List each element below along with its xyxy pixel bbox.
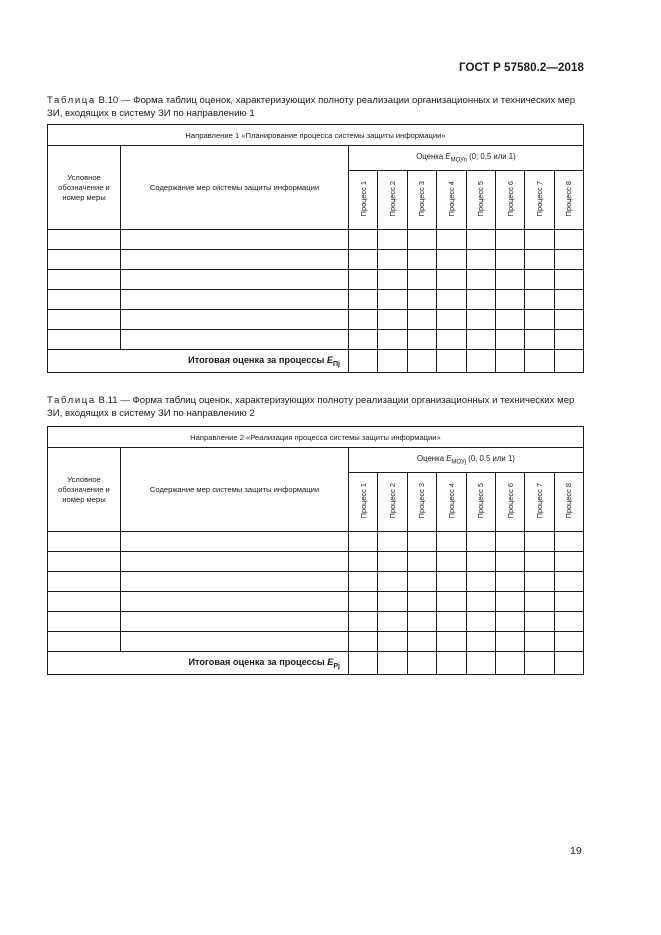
table-row bbox=[48, 552, 584, 572]
table-row bbox=[48, 230, 584, 250]
caption-prefix: Таблица bbox=[47, 395, 96, 406]
page-number: 19 bbox=[570, 845, 582, 857]
process-header: Процесс 8 bbox=[564, 483, 574, 519]
process-header: Процесс 4 bbox=[446, 483, 456, 519]
total-label: Итоговая оценка за процессы $E_{Pj}$ bbox=[48, 652, 349, 675]
process-header: Процесс 1 bbox=[358, 483, 368, 519]
table-row bbox=[48, 330, 584, 350]
process-header: Процесс 3 bbox=[417, 483, 427, 519]
caption-text: — Форма таблиц оценок, характеризующих полноту реализации организационных и технических мер ЗИ, входящих в систему ЗИ по направлению 1 bbox=[47, 95, 576, 119]
total-row bbox=[48, 350, 584, 373]
process-header: Процесс 6 bbox=[505, 483, 515, 519]
table-row bbox=[48, 612, 584, 632]
table-11-caption bbox=[47, 395, 584, 420]
table-11 bbox=[47, 426, 584, 675]
evaluation-header: Оценка $E_{МОУп}$ (0; 0,5 или 1) bbox=[349, 146, 584, 171]
process-header: Процесс 5 bbox=[476, 181, 486, 217]
caption-text: — Форма таблиц оценок, характеризующих полноту реализации организационных и технических мер ЗИ, входящих в систему ЗИ по направлению 2 bbox=[47, 395, 575, 419]
process-header: Процесс 3 bbox=[417, 181, 427, 217]
process-header: Процесс 7 bbox=[535, 181, 545, 217]
standard-designation: ГОСТ Р 57580.2—2018 bbox=[459, 62, 584, 74]
column-content-header: Содержание мер системы защиты информации bbox=[121, 146, 349, 230]
caption-number: В.10 bbox=[98, 95, 119, 106]
process-header: Процесс 7 bbox=[535, 483, 545, 519]
table-row bbox=[48, 592, 584, 612]
table-10 bbox=[47, 124, 584, 373]
process-header: Процесс 1 bbox=[358, 181, 368, 217]
column-symbol-header: Условное обозначение и номер меры bbox=[48, 146, 121, 230]
table-row bbox=[48, 270, 584, 290]
direction-title: Направление 1 «Планирование процесса системы защиты информации» bbox=[48, 125, 584, 146]
caption-number: В.11 bbox=[98, 395, 118, 406]
table-row bbox=[48, 632, 584, 652]
process-header: Процесс 2 bbox=[388, 181, 398, 217]
process-header: Процесс 8 bbox=[564, 181, 574, 217]
table-row bbox=[48, 290, 584, 310]
table-row bbox=[48, 572, 584, 592]
table-row bbox=[48, 310, 584, 330]
table-row bbox=[48, 250, 584, 270]
evaluation-header: Оценка $E_{МОУj}$ (0, 0.5 или 1) bbox=[349, 448, 584, 473]
total-label: Итоговая оценка за процессы $E_{Пj}$ bbox=[48, 350, 349, 373]
process-header: Процесс 2 bbox=[388, 483, 398, 519]
process-header: Процесс 4 bbox=[446, 181, 456, 217]
total-row bbox=[48, 652, 584, 675]
process-header: Процесс 5 bbox=[476, 483, 486, 519]
direction-title: Направление 2 «Реализация процесса системы защиты информации» bbox=[48, 427, 584, 448]
process-header: Процесс 6 bbox=[505, 181, 515, 217]
caption-prefix: Таблица bbox=[47, 95, 96, 106]
table-row bbox=[48, 532, 584, 552]
column-content-header: Содержание мер системы защиты информации bbox=[121, 448, 349, 532]
column-symbol-header: Условное обозначение и номер меры bbox=[48, 448, 121, 532]
table-10-caption bbox=[47, 95, 584, 120]
